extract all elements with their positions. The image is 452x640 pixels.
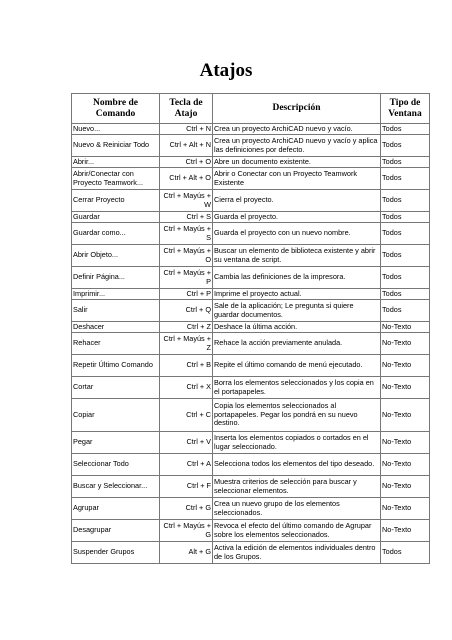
description-cell: Crea un proyecto ArchiCAD nuevo y vacío y aplica las definiciones por defecto. [213, 135, 381, 157]
table-row [72, 223, 430, 245]
description-cell: Cierra el proyecto. [213, 190, 381, 212]
shortcut-key-cell: Ctrl + N [160, 124, 213, 135]
description-cell: Guarda el proyecto. [213, 212, 381, 223]
shortcut-key-cell: Ctrl + Mayús + Z [160, 333, 213, 355]
description-cell: Sale de la aplicación; Le pregunta si quiere guardar documentos. [213, 300, 381, 322]
table-row [72, 542, 430, 564]
table-row [72, 377, 430, 399]
shortcut-key-cell: Ctrl + Mayús + S [160, 223, 213, 245]
window-type-cell: No-Texto [381, 454, 430, 476]
command-name-cell: Definir Página... [72, 267, 160, 289]
description-cell: Cambia las definiciones de la impresora. [213, 267, 381, 289]
shortcut-key-cell: Ctrl + S [160, 212, 213, 223]
command-name-cell: Imprimir... [72, 289, 160, 300]
command-name-cell: Deshacer [72, 322, 160, 333]
header-command-name: Nombre de Comando [72, 94, 160, 124]
shortcut-key-cell: Ctrl + Mayús + P [160, 267, 213, 289]
table-row [72, 520, 430, 542]
window-type-cell: Todos [381, 223, 430, 245]
window-type-cell: Todos [381, 289, 430, 300]
shortcut-key-cell: Ctrl + C [160, 399, 213, 432]
description-cell: Abrir o Conectar con un Proyecto Teamwork Existente [213, 168, 381, 190]
window-type-cell: Todos [381, 212, 430, 223]
window-type-cell: Todos [381, 267, 430, 289]
command-name-cell: Abrir... [72, 157, 160, 168]
command-name-cell: Agrupar [72, 498, 160, 520]
shortcut-key-cell: Ctrl + Mayús + G [160, 520, 213, 542]
window-type-cell: No-Texto [381, 476, 430, 498]
description-cell: Borra los elementos seleccionados y los copia en el portapapeles. [213, 377, 381, 399]
header-description: Descripción [213, 94, 381, 124]
command-name-cell: Cortar [72, 377, 160, 399]
shortcut-key-cell: Ctrl + O [160, 157, 213, 168]
window-type-cell: Todos [381, 168, 430, 190]
table-row [72, 454, 430, 476]
shortcut-key-cell: Ctrl + Alt + O [160, 168, 213, 190]
table-row [72, 399, 430, 432]
table-row [72, 245, 430, 267]
table-row [72, 300, 430, 322]
table-row [72, 432, 430, 454]
description-cell: Muestra criterios de selección para buscar y seleccionar elementos. [213, 476, 381, 498]
table-row [72, 168, 430, 190]
window-type-cell: No-Texto [381, 377, 430, 399]
command-name-cell: Copiar [72, 399, 160, 432]
window-type-cell: No-Texto [381, 333, 430, 355]
table-row [72, 322, 430, 333]
command-name-cell: Abrir Objeto... [72, 245, 160, 267]
command-name-cell: Desagrupar [72, 520, 160, 542]
command-name-cell: Abrir/Conectar con Proyecto Teamwork... [72, 168, 160, 190]
description-cell: Repite el último comando de menú ejecutado. [213, 355, 381, 377]
window-type-cell: No-Texto [381, 498, 430, 520]
description-cell: Crea un nuevo grupo de los elementos seleccionados. [213, 498, 381, 520]
shortcut-key-cell: Ctrl + Alt + N [160, 135, 213, 157]
shortcut-key-cell: Ctrl + B [160, 355, 213, 377]
description-cell: Inserta los elementos copiados o cortados en el lugar seleccionado. [213, 432, 381, 454]
command-name-cell: Repetir Último Comando [72, 355, 160, 377]
shortcut-key-cell: Ctrl + A [160, 454, 213, 476]
description-cell: Rehace la acción previamente anulada. [213, 333, 381, 355]
table-row [72, 289, 430, 300]
table-row [72, 333, 430, 355]
window-type-cell: No-Texto [381, 432, 430, 454]
description-cell: Copia los elementos seleccionados al portapapeles. Pegar los pondrá en su nuevo destino. [213, 399, 381, 432]
window-type-cell: Todos [381, 542, 430, 564]
shortcut-key-cell: Ctrl + G [160, 498, 213, 520]
command-name-cell: Nuevo... [72, 124, 160, 135]
command-name-cell: Salir [72, 300, 160, 322]
description-cell: Guarda el proyecto con un nuevo nombre. [213, 223, 381, 245]
shortcuts-table [71, 93, 430, 564]
command-name-cell: Seleccionar Todo [72, 454, 160, 476]
shortcut-key-cell: Ctrl + X [160, 377, 213, 399]
table-row [72, 267, 430, 289]
command-name-cell: Suspender Grupos [72, 542, 160, 564]
shortcut-key-cell: Ctrl + Mayús + W [160, 190, 213, 212]
description-cell: Imprime el proyecto actual. [213, 289, 381, 300]
header-shortcut-key: Tecla de Atajo [160, 94, 213, 124]
window-type-cell: Todos [381, 157, 430, 168]
header-window-type: Tipo de Ventana [381, 94, 430, 124]
description-cell: Crea un proyecto ArchiCAD nuevo y vacío. [213, 124, 381, 135]
description-cell: Selecciona todos los elementos del tipo deseado. [213, 454, 381, 476]
shortcut-key-cell: Ctrl + P [160, 289, 213, 300]
command-name-cell: Pegar [72, 432, 160, 454]
table-row [72, 157, 430, 168]
description-cell: Revoca el efecto del último comando de Agrupar sobre los elementos seleccionados. [213, 520, 381, 542]
command-name-cell: Nuevo & Reiniciar Todo [72, 135, 160, 157]
table-row [72, 355, 430, 377]
command-name-cell: Rehacer [72, 333, 160, 355]
command-name-cell: Cerrar Proyecto [72, 190, 160, 212]
window-type-cell: No-Texto [381, 520, 430, 542]
description-cell: Abre un documento existente. [213, 157, 381, 168]
shortcut-key-cell: Ctrl + Mayús + O [160, 245, 213, 267]
page-title: Atajos [199, 60, 253, 81]
table-row [72, 135, 430, 157]
command-name-cell: Guardar como... [72, 223, 160, 245]
description-cell: Activa la edición de elementos individuales dentro de los Grupos. [213, 542, 381, 564]
command-name-cell: Buscar y Seleccionar... [72, 476, 160, 498]
window-type-cell: Todos [381, 300, 430, 322]
shortcut-key-cell: Alt + G [160, 542, 213, 564]
window-type-cell: No-Texto [381, 399, 430, 432]
shortcut-key-cell: Ctrl + F [160, 476, 213, 498]
table-row [72, 190, 430, 212]
table-header-row [72, 94, 430, 124]
window-type-cell: Todos [381, 124, 430, 135]
command-name-cell: Guardar [72, 212, 160, 223]
window-type-cell: No-Texto [381, 355, 430, 377]
table-row [72, 476, 430, 498]
shortcut-key-cell: Ctrl + V [160, 432, 213, 454]
table-body [72, 124, 430, 564]
description-cell: Deshace la última acción. [213, 322, 381, 333]
table-row [72, 124, 430, 135]
window-type-cell: Todos [381, 190, 430, 212]
window-type-cell: Todos [381, 245, 430, 267]
description-cell: Buscar un elemento de biblioteca existente y abrir su ventana de script. [213, 245, 381, 267]
table-row [72, 212, 430, 223]
window-type-cell: No-Texto [381, 322, 430, 333]
table-row [72, 498, 430, 520]
shortcut-key-cell: Ctrl + Z [160, 322, 213, 333]
shortcut-key-cell: Ctrl + Q [160, 300, 213, 322]
window-type-cell: Todos [381, 135, 430, 157]
